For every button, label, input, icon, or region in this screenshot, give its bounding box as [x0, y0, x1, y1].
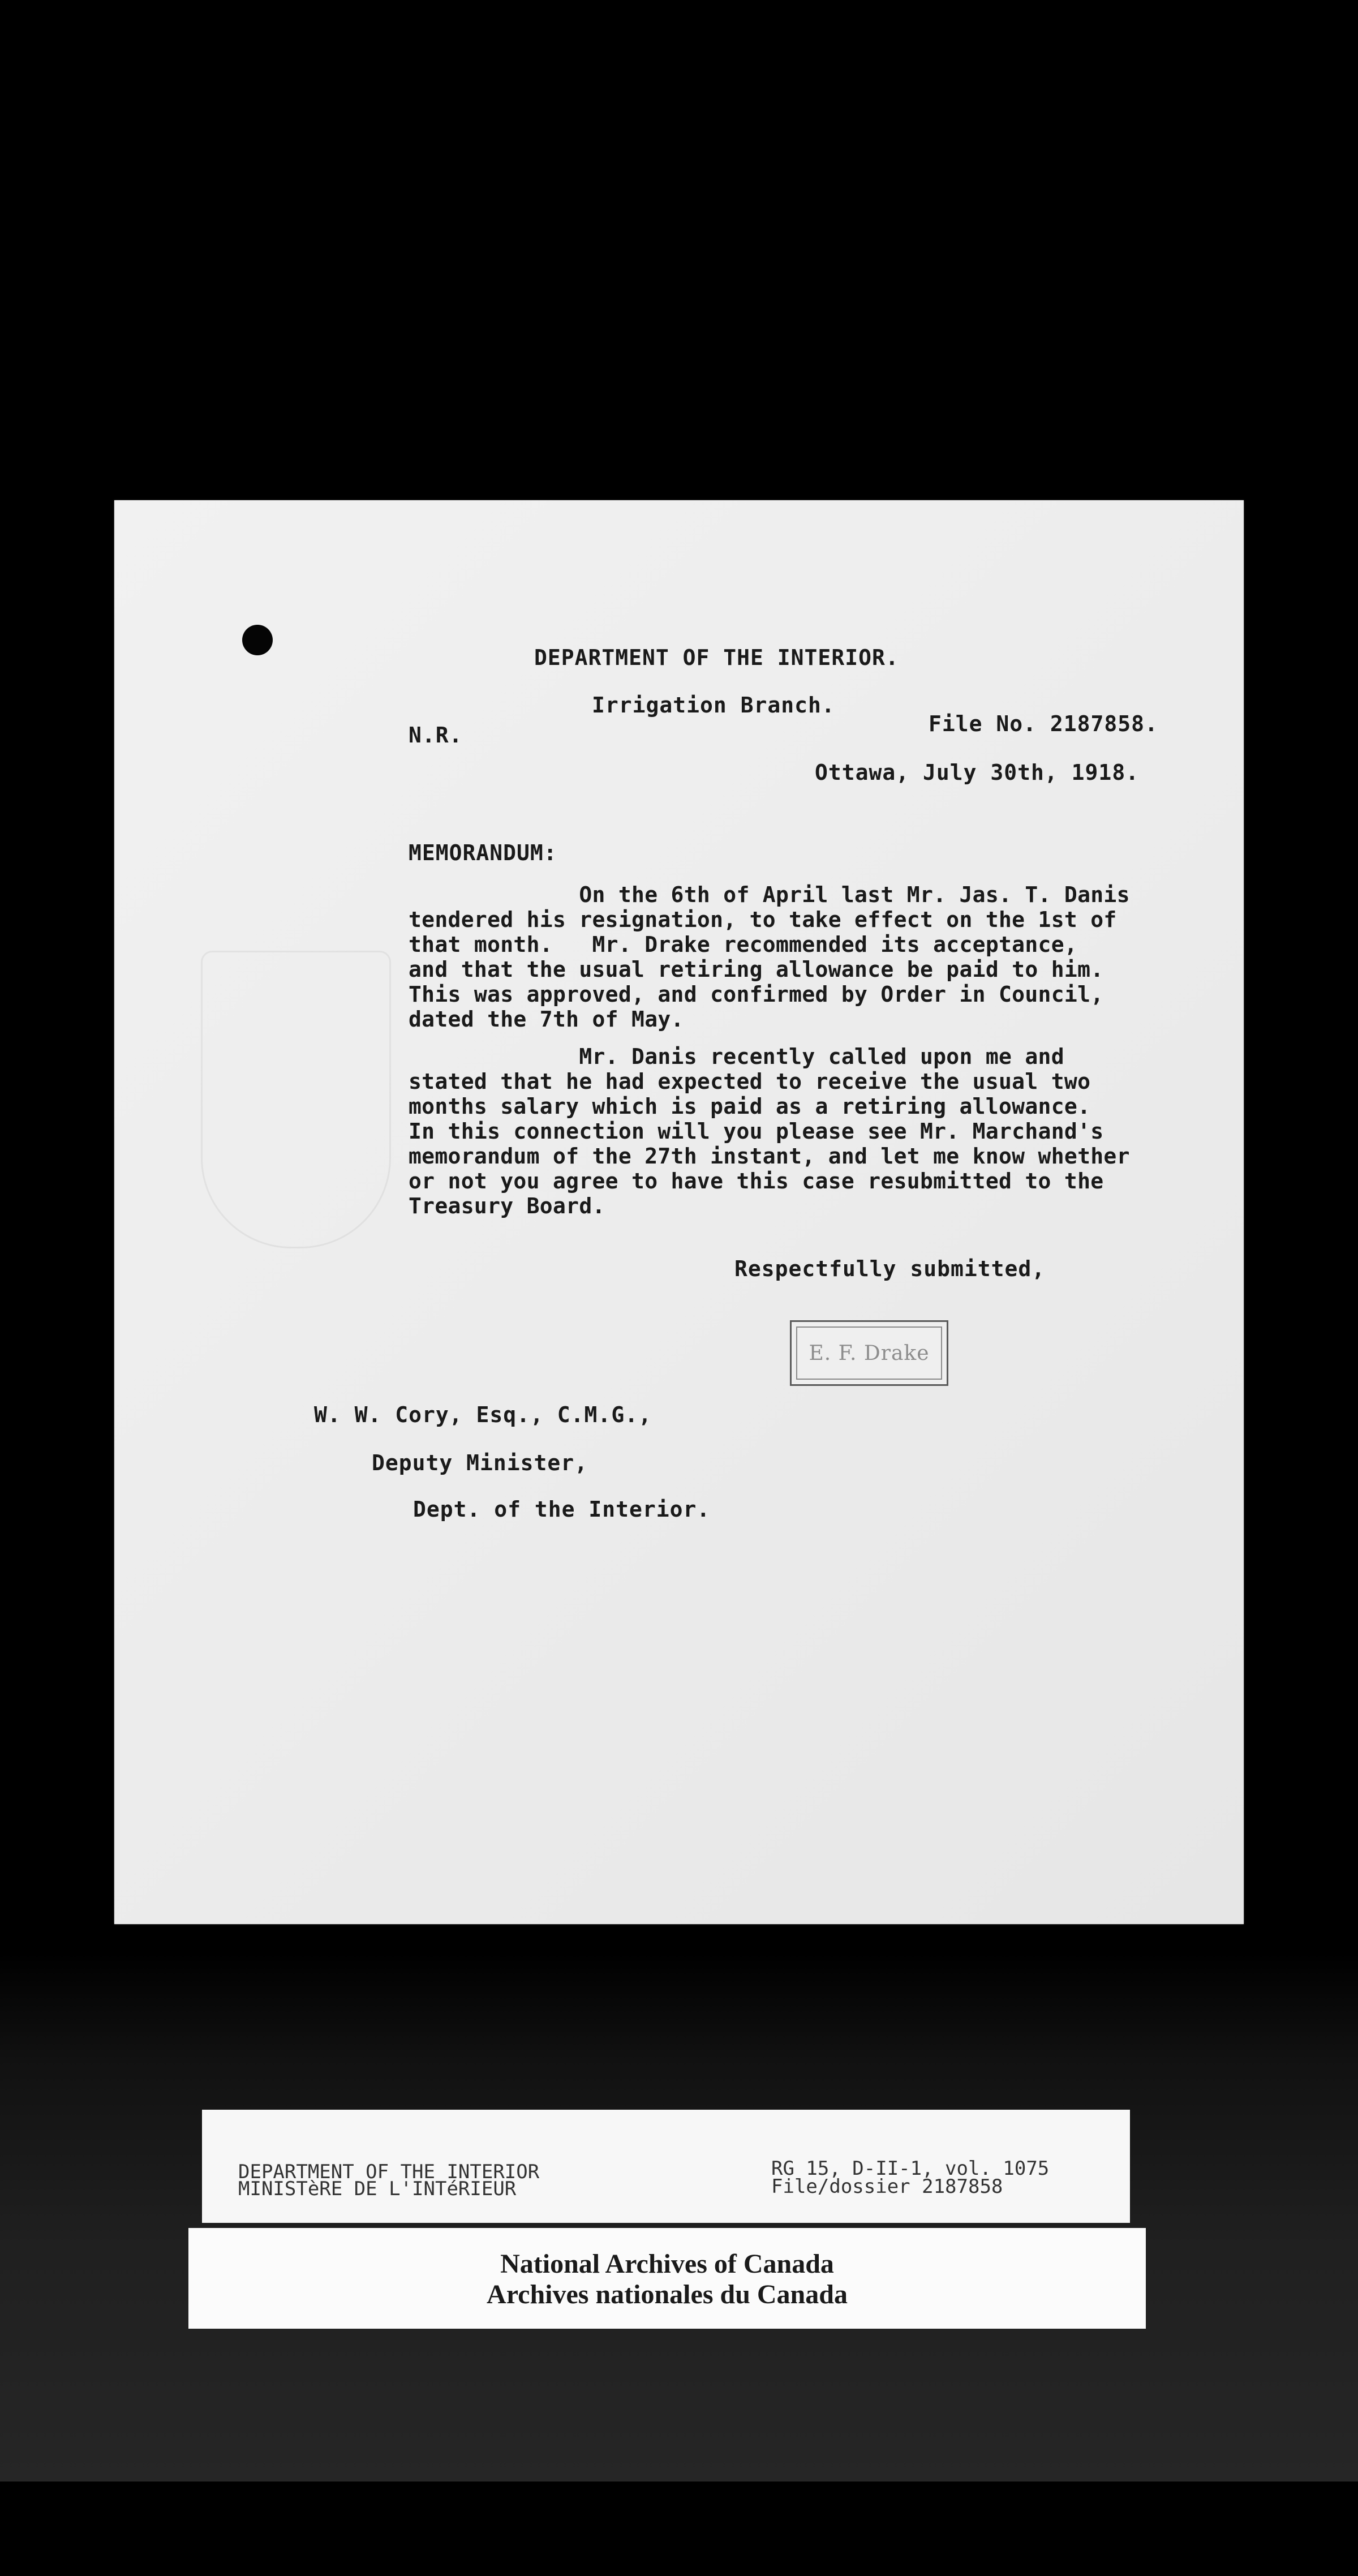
text-line: This was approved, and confirmed by Order in Council,: [409, 982, 1104, 1007]
punch-hole: [242, 625, 273, 655]
memo-heading: MEMORANDUM:: [409, 840, 557, 865]
place-date: Ottawa, July 30th, 1918.: [815, 760, 1140, 785]
text-line: months salary which is paid as a retiring allowance.: [409, 1094, 1091, 1119]
reference-label: [202, 2110, 1130, 2223]
text-line: tendered his resignation, to take effect on the 1st of: [409, 907, 1117, 932]
text-line: Mr. Danis recently called upon me and: [409, 1044, 1064, 1069]
text-line: and that the usual retiring allowance be paid to him.: [409, 957, 1104, 982]
bleed-through-seal: [201, 951, 391, 1248]
addressee-title: Deputy Minister,: [372, 1450, 588, 1475]
signature-stamp-border: [796, 1326, 942, 1380]
department-heading: DEPARTMENT OF THE INTERIOR.: [534, 645, 899, 670]
background-bottom: [0, 2481, 1358, 2576]
ref-department-en: DEPARTMENT OF THE INTERIOR: [238, 2161, 540, 2183]
text-line: that month. Mr. Drake recommended its acceptance,: [409, 932, 1078, 957]
archive-label: [188, 2228, 1146, 2329]
text-line: stated that he had expected to receive the usual two: [409, 1069, 1091, 1094]
closing: Respectfully submitted,: [734, 1256, 1046, 1281]
archive-name-en: National Archives of Canada: [500, 2249, 834, 2279]
text-line: dated the 7th of May.: [409, 1007, 684, 1032]
signature-stamp: [790, 1320, 948, 1386]
text-line: In this connection will you please see Mr. Marchand's: [409, 1119, 1104, 1144]
addressee-name: W. W. Cory, Esq., C.M.G.,: [314, 1402, 652, 1427]
signature-name: E. F. Drake: [809, 1341, 930, 1365]
text-line: On the 6th of April last Mr. Jas. T. Danis: [409, 882, 1130, 907]
initials: N.R.: [409, 723, 463, 748]
ref-department-fr: MINISTèRE DE L'INTéRIEUR: [238, 2178, 517, 2200]
file-number: File No. 2187858.: [929, 711, 1158, 736]
text-line: or not you agree to have this case resubmitted to the: [409, 1169, 1104, 1193]
addressee-department: Dept. of the Interior.: [413, 1497, 711, 1522]
branch-heading: Irrigation Branch.: [592, 693, 835, 718]
ref-record-group: RG 15, D-II-1, vol. 1075: [771, 2157, 1050, 2180]
archive-name-fr: Archives nationales du Canada: [487, 2279, 848, 2309]
text-line: memorandum of the 27th instant, and let me know whether: [409, 1144, 1130, 1169]
ref-file-number: File/dossier 2187858: [771, 2175, 1003, 2198]
text-line: Treasury Board.: [409, 1193, 605, 1218]
